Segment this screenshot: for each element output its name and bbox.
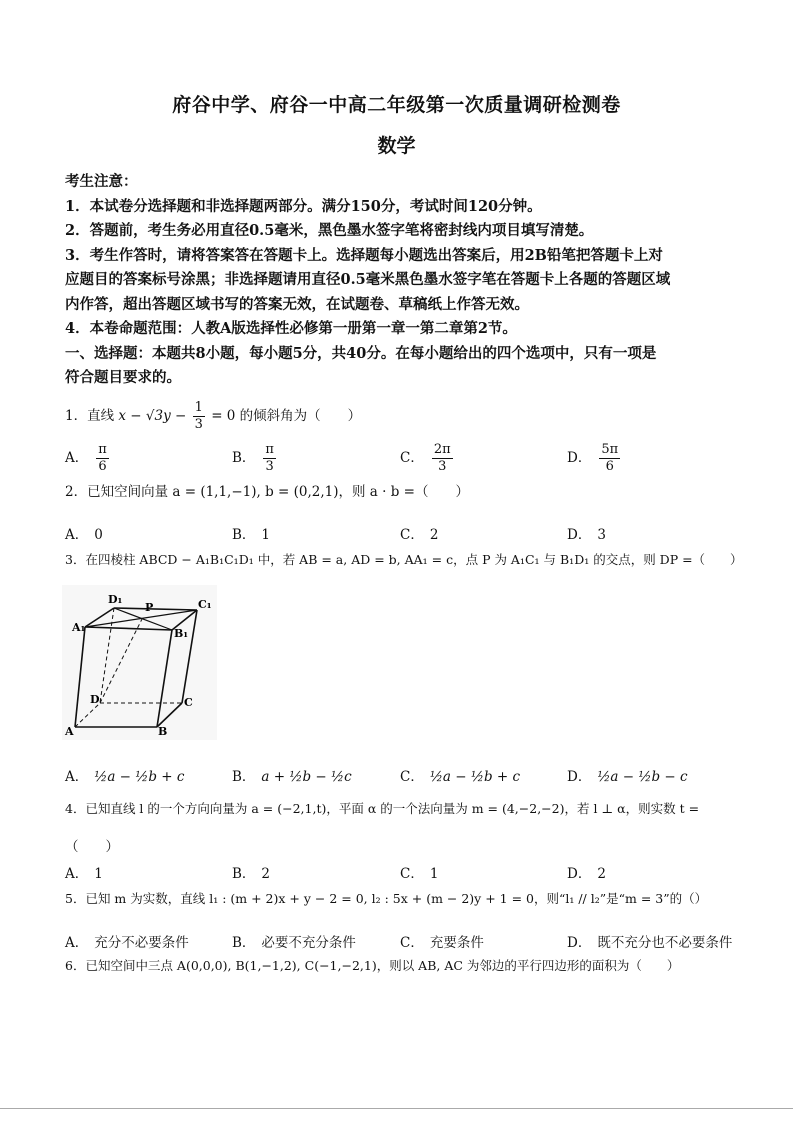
vertex-label: D₁ (108, 593, 123, 606)
vertex-label: B (158, 725, 168, 738)
option-b: B． 必要不充分条件 (232, 935, 356, 951)
option-c: C． 2 (400, 527, 439, 543)
section-heading: 一、选择题：本题共8小题，每小题5分，共40分。在每小题给出的四个选项中，只有一项是 (65, 344, 657, 362)
vertex-label: A₁ (72, 621, 86, 634)
option-b: B． a + ½b − ½c (232, 769, 352, 785)
notice-item: 2．答题前，考生务必用直径0.5毫米，黑色墨水签字笔将密封线内项目填写清楚。 (65, 222, 594, 239)
question-2: 2．已知空间向量 a = (1,1,−1), b = (0,2,1)，则 a · b =（ ） (65, 484, 469, 500)
option-a: A． 0 (65, 527, 103, 543)
option-c: C． 充要条件 (400, 935, 484, 951)
exam-subject: 数学 (377, 135, 416, 157)
option-d: D． 既不充分也不必要条件 (567, 935, 733, 951)
option-b: B． $\frac{\pi}{3}$ (232, 442, 274, 474)
question-6: 6．已知空间中三点 A(0,0,0), B(1,−1,2), C(−1,−2,1)，则以 AB, AC 为邻边的平行四边形的面积为（ ） (65, 958, 680, 973)
notice-item: 3．考生作答时，请将答案答在答题卡上。选择题每小题选出答案后，用2B铅笔把答题卡上对 (65, 246, 663, 264)
notice-heading: 考生注意： (65, 173, 138, 190)
option-b: B． 1 (232, 527, 271, 543)
notice-item: 内作答，超出答题区域书写的答案无效，在试题卷、草稿纸上作答无效。 (65, 295, 529, 313)
question-4-paren: （ ） (65, 839, 119, 855)
option-a: A． 充分不必要条件 (65, 935, 189, 951)
exam-title: 府谷中学、府谷一中高二年级第一次质量调研检测卷 (172, 94, 621, 116)
vertex-label: B₁ (174, 627, 189, 640)
option-d: D． 3 (567, 527, 606, 543)
option-c: C． ½a − ½b + c (400, 769, 521, 785)
vertex-label: P (145, 601, 154, 614)
question-1: 1．直线 x − √3y − $\frac{1}{3}$ = 0 的倾斜角为（ ） (65, 400, 362, 432)
vertex-label: D (90, 693, 100, 706)
notice-item: 1．本试卷分选择题和非选择题两部分。满分150分，考试时间120分钟。 (65, 197, 542, 215)
option-d: D． $\frac{5\pi}{6}$ (567, 442, 619, 474)
exam-notice (65, 170, 735, 391)
option-c: C． 1 (400, 866, 439, 882)
question-4: 4．已知直线 l 的一个方向向量为 a = (−2,1,t)，平面 α 的一个法向量为 m = (4,−2,−2)，若 l ⊥ α，则实数 t = (65, 801, 700, 816)
vertex-label: C (184, 696, 193, 709)
prism-figure (62, 585, 217, 740)
bottom-divider (0, 1108, 793, 1109)
question-1-options (65, 442, 745, 482)
option-a: A． 1 (65, 866, 103, 882)
section-heading-cont: 符合题目要求的。 (65, 369, 181, 386)
notice-item: 4．本卷命题范围：人教A版选择性必修第一册第一章一第二章第2节。 (65, 320, 517, 337)
question-3: 3．在四棱柱 ABCD − A₁B₁C₁D₁ 中，若 AB = a, AD = b, AA₁ = c，点 P 为 A₁C₁ 与 B₁D₁ 的交点，则 DP =（ ） (65, 552, 743, 567)
option-a: A． ½a − ½b + c (65, 769, 185, 785)
option-d: D． 2 (567, 866, 606, 882)
fraction: $\frac{1}{3}$ (194, 400, 203, 432)
option-b: B． 2 (232, 866, 271, 882)
question-5: 5．已知 m 为实数，直线 l₁ : (m + 2)x + y − 2 = 0, l₂ : 5x + (m − 2)y + 1 = 0，则“l₁ // l₂”是“m = 3”的（） (65, 891, 708, 906)
option-c: C． $\frac{2\pi}{3}$ (400, 442, 451, 474)
option-a: A． $\frac{\pi}{6}$ (65, 442, 107, 474)
notice-item: 应题目的答案标号涂黑；非选择题请用直径0.5毫米黑色墨水签字笔在答题卡上各题的答题区域 (65, 271, 671, 288)
vertex-label: A (65, 725, 74, 738)
option-d: D． ½a − ½b − c (567, 769, 688, 785)
vertex-label: C₁ (198, 598, 212, 611)
